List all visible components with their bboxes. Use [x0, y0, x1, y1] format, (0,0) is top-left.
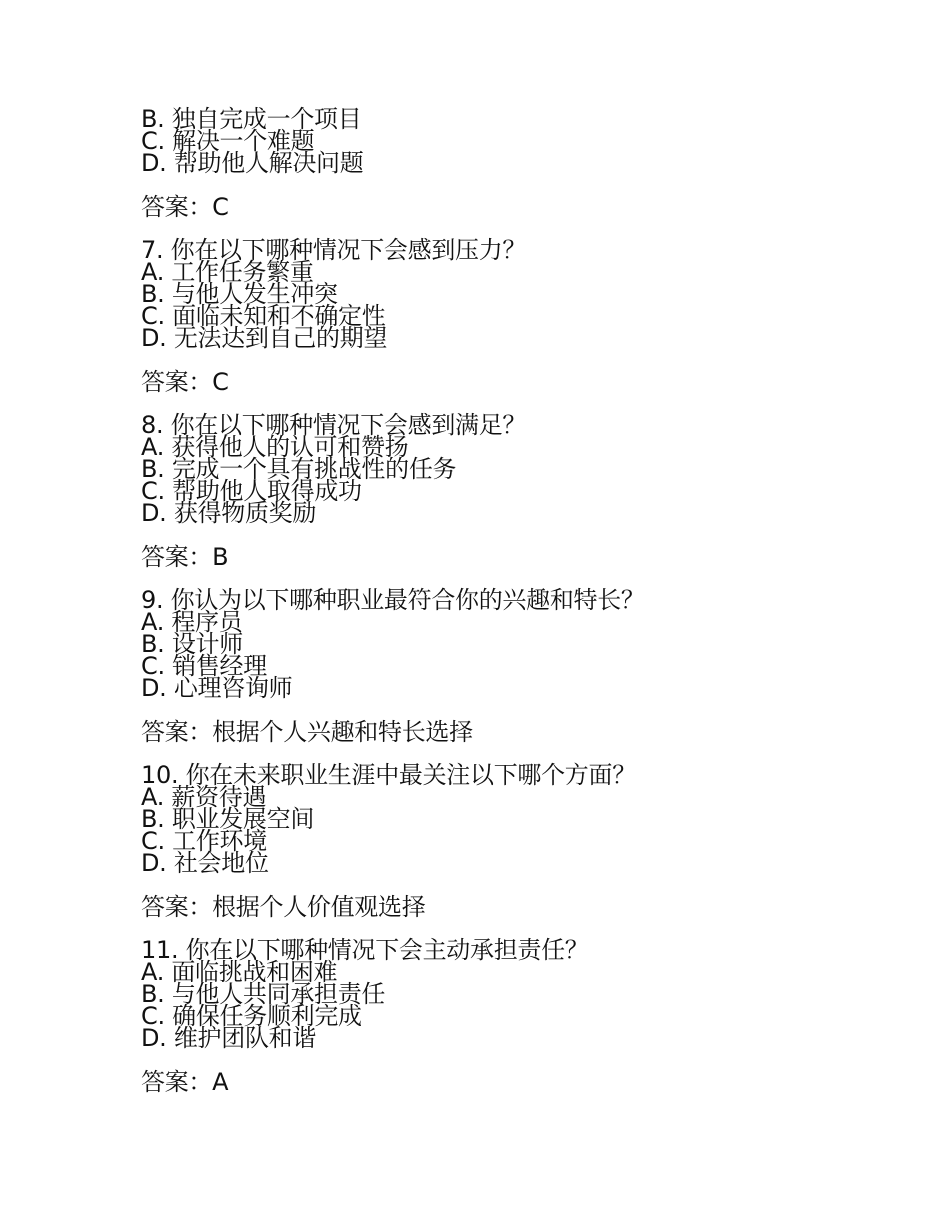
answer-line: 答案：根据个人价值观选择 [141, 893, 426, 921]
option-b: B. 设计师 [141, 630, 243, 658]
answer-line: 答案：C [141, 368, 229, 396]
answer-line: 答案：B [141, 543, 229, 571]
question-block-10 [141, 761, 921, 939]
question-block-7 [141, 236, 921, 414]
answer-line: 答案：C [141, 193, 229, 221]
option-c: C. 面临未知和不确定性 [141, 302, 386, 330]
question-text: 10. 你在未来职业生涯中最关注以下哪个方面？ [141, 761, 636, 789]
option-b: B. 完成一个具有挑战性的任务 [141, 455, 457, 483]
document-page [141, 105, 921, 1096]
question-block-11 [141, 936, 921, 1096]
question-text: 11. 你在以下哪种情况下会主动承担责任？ [141, 936, 589, 964]
option-c: C. 帮助他人取得成功 [141, 477, 362, 505]
option-c: C. 工作环境 [141, 827, 267, 855]
option-c: C. 解决一个难题 [141, 127, 315, 155]
option-a: A. 工作任务繁重 [141, 258, 314, 286]
option-b: B. 与他人共同承担责任 [141, 980, 386, 1008]
question-block-8 [141, 411, 921, 589]
option-d: D. 社会地位 [141, 849, 269, 877]
option-d: D. 维护团队和谐 [141, 1024, 317, 1052]
option-d: D. 帮助他人解决问题 [141, 149, 364, 177]
question-text: 8. 你在以下哪种情况下会感到满足？ [141, 411, 527, 439]
option-b: B. 独自完成一个项目 [141, 105, 362, 133]
option-c: C. 确保任务顺利完成 [141, 1002, 362, 1030]
question-text: 9. 你认为以下哪种职业最符合你的兴趣和特长？ [141, 586, 645, 614]
option-b: B. 与他人发生冲突 [141, 280, 338, 308]
option-a: A. 面临挑战和困难 [141, 958, 338, 986]
option-d: D. 获得物质奖励 [141, 499, 317, 527]
option-a: A. 程序员 [141, 608, 243, 636]
question-block-9 [141, 586, 921, 764]
option-b: B. 职业发展空间 [141, 805, 315, 833]
answer-line: 答案：A [141, 1068, 229, 1096]
question-block-6-continued [141, 105, 921, 239]
answer-line: 答案：根据个人兴趣和特长选择 [141, 718, 473, 746]
option-c: C. 销售经理 [141, 652, 267, 680]
option-d: D. 无法达到自己的期望 [141, 324, 388, 352]
question-text: 7. 你在以下哪种情况下会感到压力？ [141, 236, 527, 264]
option-a: A. 获得他人的认可和赞扬 [141, 433, 409, 461]
option-d: D. 心理咨询师 [141, 674, 293, 702]
option-a: A. 薪资待遇 [141, 783, 267, 811]
